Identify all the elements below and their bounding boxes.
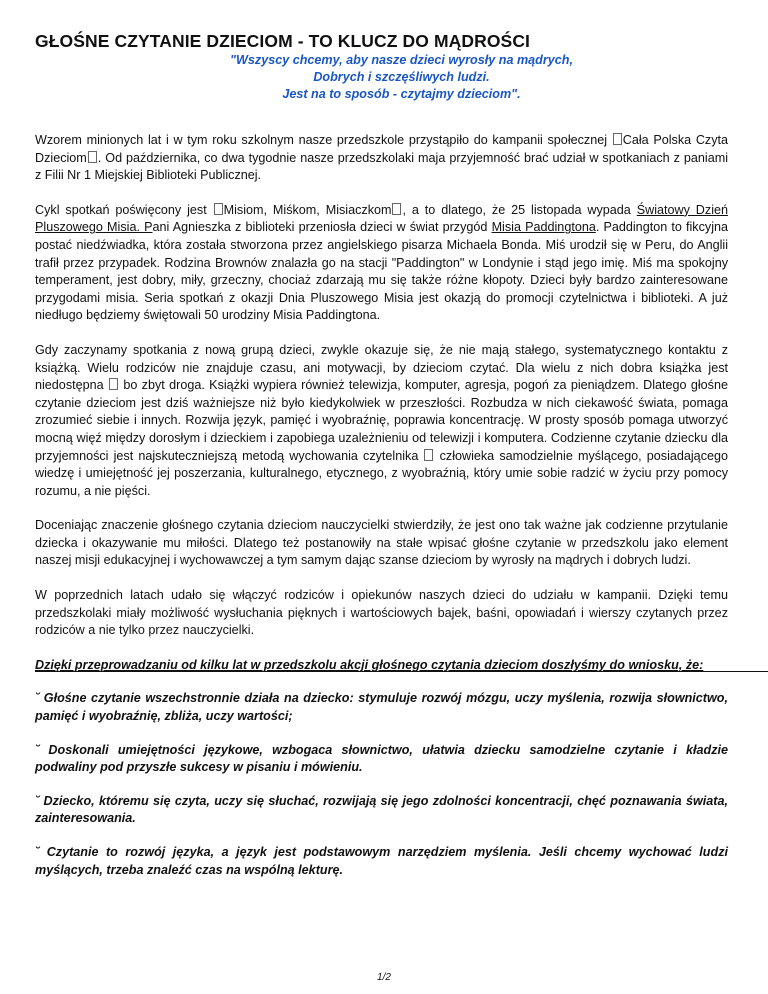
missing-glyph-icon <box>109 378 118 390</box>
missing-glyph-icon <box>214 203 223 215</box>
link-paddington[interactable]: Misia Paddingtona <box>491 220 596 235</box>
motto <box>35 52 728 103</box>
paragraph-2-text-c: , a to dlatego, że 25 listopada wypada <box>402 202 637 217</box>
motto-line-3: Jest na to sposób - czytajmy dzieciom". <box>282 87 521 101</box>
motto-line-1: "Wszyscy chcemy, aby nasze dzieci wyrosły na mądrych, <box>230 53 573 67</box>
paragraph-2-text-a: Cykl spotkań poświęcony jest <box>35 202 213 217</box>
paragraph-5: W poprzednich latach udało się włączyć rodziców i opiekunów naszych dzieci do udziału w kampanii. Dzięki temu przedszkolaki miały możliwość wysłuchania pięknych i wartościowych bajek, baśni, opowiadań i wierszy czytanych przez rodziców a nie tylko przez nauczycielki. <box>35 588 728 638</box>
paragraph-3-text-c: człowieka samodzielnie myślącego, posiadającego wiedzę i umiejętność jej poszerzania, kulturalnego, etycznego, z wyobraźnią, który umie sobie radzić w życiu przy pomocy rozumu, a nie pięści. <box>35 448 728 498</box>
conclusion-bullet-2: ˘ Doskonali umiejętności językowe, wzbogaca słownictwo, ułatwia dziecku samodzielne czytanie i kładzie podwaliny pod przyszłe sukcesy w pisaniu i mówieniu. <box>35 742 728 775</box>
page-title: GŁOŚNE CZYTANIE DZIECIOM - TO KLUCZ DO MĄDROŚCI <box>35 31 531 51</box>
paragraph-2-text-d: ani Agnieszka z biblioteki przeniosła dzieci w świat przygód <box>152 220 492 235</box>
paragraph-2-text-e: . Paddington to fikcyjna postać niedźwiadka, która została stworzona przez angielskiego pisarza Michaela Bonda. Miś urodził się w Peru, do Anglii trafił przez przypadek. Rodzina Brownów znalazła go na stacji "Paddington" w Londynie i stąd jego imię. Miś ma spokojny temperament, jest dobry, miły, grzeczny, chociaż zdarzają mu się także różne kłopoty. Dzieci były bardzo zainteresowane przygodami misia. Seria spotkań z okazji Dnia Pluszowego Misia jest okazją do promocji czytelnictwa i biblioteki. A już niedługo będziemy świętowali 50 urodziny Misia Paddingtona. <box>35 220 728 323</box>
paragraph-4: Doceniając znaczenie głośnego czytania dzieciom nauczycielki stwierdziły, że jest ono tak ważne jak codzienne przytulanie dziecka i okazywanie mu miłości. Dlatego też postanowiły na stałe wpisać głośne czytanie w przedszkolu jako element naszej misji edukacyjnej i wychowawczej a tym samym dając szanse dzieciom by wyrosły na mądrych i dobrych ludzi. <box>35 518 728 568</box>
missing-glyph-icon <box>613 133 622 145</box>
paragraph-2-text-b: Misiom, Miśkom, Misiaczkom <box>223 202 392 217</box>
paragraph-1 <box>35 132 728 185</box>
conclusion-bullet-3: ˘ Dziecko, któremu się czyta, uczy się słuchać, rozwijają się jego zdolności koncentracji, chęć poznawania świata, zainteresowania. <box>35 793 728 826</box>
missing-glyph-icon <box>424 449 433 461</box>
link-teddy-bear-day[interactable]: Światowy Dzień Pluszowego Misia. P <box>35 202 728 235</box>
paragraph-3-text-a: Gdy zaczynamy spotkania z nową grupą dzieci, zwykle okazuje się, że nie mają stałego, systematycznego kontaktu z książką. Wielu rodziców nie znajduje czasu, ani motywacji, by dzieciom czytać. Dla wielu z nich dobra książka jest niedostępna <box>35 342 728 393</box>
conclusion-rule <box>35 671 768 672</box>
missing-glyph-icon <box>88 151 97 163</box>
paragraph-3-text-b: bo zbyt droga. Książki wypiera również telewizja, komputer, agresja, pogoń za pieniądzem. Dlatego głośne czytanie dzieciom jest dziś ważniejsze niż było kiedykolwiek w przeszłości. Rozbudza w nich ciekawość świata, pomaga zrozumieć siebie i innych. Rozwija język, pamięć i wyobraźnię, poprawia koncentrację. W prosty sposób pomaga utworzyć mocną więź między dorosłym i dzieckiem i zapobiega uzależnieniu od telewizji i komputera. Codzienne czytanie dziecku dla przyjemności jest najskuteczniejszą metodą wychowania czytelnika <box>35 378 728 463</box>
conclusion-bullet-4: ˘ Czytanie to rozwój języka, a język jest podstawowym narzędziem myślenia. Jeśli chcemy wychować ludzi myślących, trzeba znaleźć czas na wspólną lekturę. <box>35 845 728 877</box>
conclusion-heading <box>35 657 728 675</box>
paragraph-3 <box>35 342 728 500</box>
paragraph-1-text-a: Wzorem minionych lat i w tym roku szkolnym nasze przedszkole przystąpiło do kampanii społecznej <box>35 133 612 147</box>
missing-glyph-icon <box>392 203 401 215</box>
page-number: 1/2 <box>377 972 391 983</box>
paragraph-2 <box>35 202 728 325</box>
conclusion-text: Dzięki przeprowadzaniu od kilku lat w przedszkolu akcji głośnego czytania dzieciom doszłyśmy do wniosku, że: <box>35 657 704 672</box>
paragraph-1-text-b: Cała Polska Czyta Dzieciom <box>35 133 729 165</box>
document-page <box>35 30 728 879</box>
conclusion-bullet-1: ˘ Głośne czytanie wszechstronnie działa na dziecko: stymuluje rozwój mózgu, uczy myślenia, rozwija słownictwo, pamięć i wyobraźnię, zbliża, uczy wartości; <box>35 691 728 724</box>
motto-line-2: Dobrych i szczęśliwych ludzi. <box>313 70 490 84</box>
paragraph-1-text-c: . Od października, co dwa tygodnie nasze przedszkolaki maja przyjemność brać udział w spotkaniach z paniami z Filii Nr 1 Miejskiej Biblioteki Publicznej. <box>35 150 728 183</box>
